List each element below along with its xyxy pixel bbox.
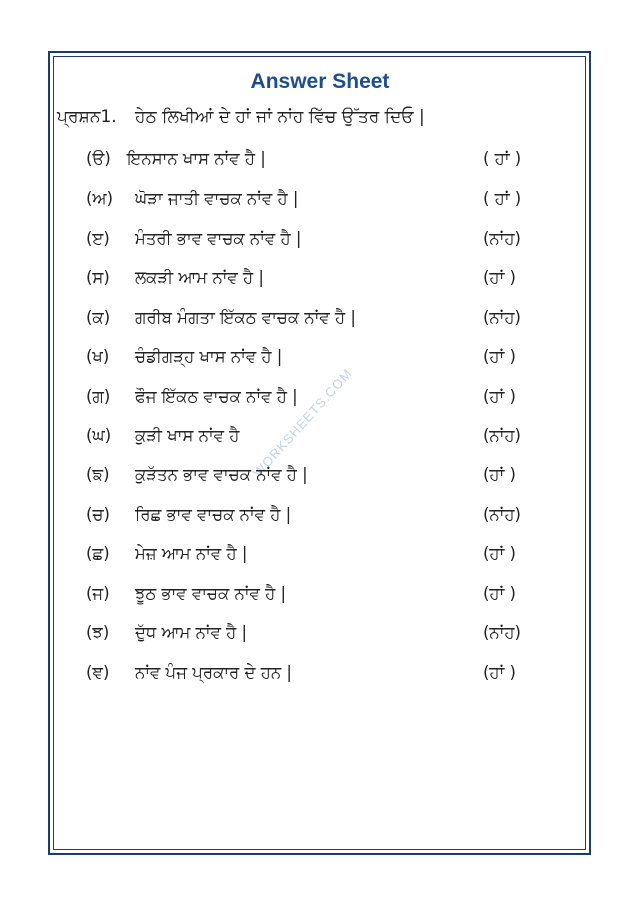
item-statement: ਰਿਛ ਭਾਵ ਵਾਚਕ ਨਾਂਵ ਹੈ | (135, 505, 292, 524)
item-answer: (ਹਾਂ ) (483, 347, 516, 366)
list-item (0, 584, 640, 610)
item-answer: (ਹਾਂ ) (483, 584, 516, 603)
item-statement: ਦੁੱਧ ਆਮ ਨਾਂਵ ਹੈ | (135, 623, 248, 642)
item-marker: (ਕ) (86, 308, 111, 327)
item-answer: (ਹਾਂ ) (483, 544, 516, 563)
item-answer: (ਨਾਂਹ) (483, 505, 521, 524)
item-statement: ਚੰਡੀਗੜ੍ਹ ਖਾਸ ਨਾਂਵ ਹੈ | (135, 347, 283, 366)
item-answer: (ਨਾਂਹ) (483, 623, 521, 642)
item-answer: ( ਹਾਂ ) (483, 189, 522, 208)
item-answer: (ਹਾਂ ) (483, 465, 516, 484)
item-marker: (ਞ) (86, 663, 110, 682)
item-marker: (ੲ) (86, 229, 110, 248)
item-statement: ਕੁੜੀ ਖਾਸ ਨਾਂਵ ਹੈ (135, 426, 240, 445)
item-marker: (ਛ) (86, 544, 110, 563)
item-marker: (ਜ) (86, 584, 110, 603)
list-item (0, 544, 640, 570)
question-heading (57, 107, 425, 127)
list-item (0, 663, 640, 689)
question-text: ਹੇਠ ਲਿਖੀਆਂ ਦੇ ਹਾਂ ਜਾਂ ਨਾਂਹ ਵਿੱਚ ਉੱਤਰ ਦਿਓ | (135, 107, 425, 127)
page-title: Answer Sheet (250, 70, 390, 93)
item-statement: ਮੇਜ਼ ਆਮ ਨਾਂਵ ਹੈ | (135, 544, 248, 563)
list-item (0, 387, 640, 413)
item-marker: (ੳ) (86, 149, 111, 168)
list-item (0, 149, 640, 175)
item-answer: (ਨਾਂਹ) (483, 229, 521, 248)
item-marker: (ਘ) (86, 426, 112, 445)
item-statement: ਨਾਂਵ ਪੰਜ ਪ੍ਰਕਾਰ ਦੇ ਹਨ | (135, 663, 292, 682)
item-answer: (ਹਾਂ ) (483, 268, 516, 287)
item-answer: (ਨਾਂਹ) (483, 426, 521, 445)
list-item (0, 347, 640, 373)
page-border-inner (53, 56, 586, 850)
item-answer: (ਹਾਂ ) (483, 663, 516, 682)
item-statement: ਮੰਤਰੀ ਭਾਵ ਵਾਚਕ ਨਾਂਵ ਹੈ | (135, 229, 302, 248)
item-statement: ਝੂਠ ਭਾਵ ਵਾਚਕ ਨਾਂਵ ਹੈ | (135, 584, 287, 603)
item-marker: (ਸ) (86, 268, 110, 287)
item-marker: (ਝ) (86, 623, 110, 642)
item-marker: (ਖ) (86, 347, 110, 366)
list-item (0, 189, 640, 215)
list-item (0, 268, 640, 294)
list-item (0, 229, 640, 255)
item-statement: ਫੌਜ ਇੱਕਠ ਵਾਚਕ ਨਾਂਵ ਹੈ | (135, 387, 298, 406)
list-item (0, 426, 640, 452)
item-statement: ਕੁੜੱਤਨ ਭਾਵ ਵਾਚਕ ਨਾਂਵ ਹੈ | (135, 465, 308, 484)
item-marker: (ਗ) (86, 387, 111, 406)
item-statement: ਗਰੀਬ ਮੰਗਤਾ ਇੱਕਠ ਵਾਚਕ ਨਾਂਵ ਹੈ | (135, 308, 356, 327)
list-item (0, 505, 640, 531)
item-marker: (ਚ) (86, 505, 110, 524)
item-answer: ( ਹਾਂ ) (483, 149, 522, 168)
item-statement: ਘੋੜਾ ਜਾਤੀ ਵਾਚਕ ਨਾਂਵ ਹੈ | (135, 189, 299, 208)
list-item (0, 465, 640, 491)
item-statement: ਇਨਸਾਨ ਖਾਸ ਨਾਂਵ ਹੈ | (127, 149, 266, 168)
item-marker: (ਅ) (86, 189, 114, 208)
list-item (0, 308, 640, 334)
item-answer: (ਹਾਂ ) (483, 387, 516, 406)
list-item (0, 623, 640, 649)
item-statement: ਲਕੜੀ ਆਮ ਨਾਂਵ ਹੈ | (135, 268, 264, 287)
question-number: ਪ੍ਰਸ਼ਨ1. (57, 107, 117, 127)
watermark: WORKSHEETS.COM (250, 365, 356, 481)
item-marker: (ਙ) (86, 465, 110, 484)
item-answer: (ਨਾਂਹ) (483, 308, 521, 327)
